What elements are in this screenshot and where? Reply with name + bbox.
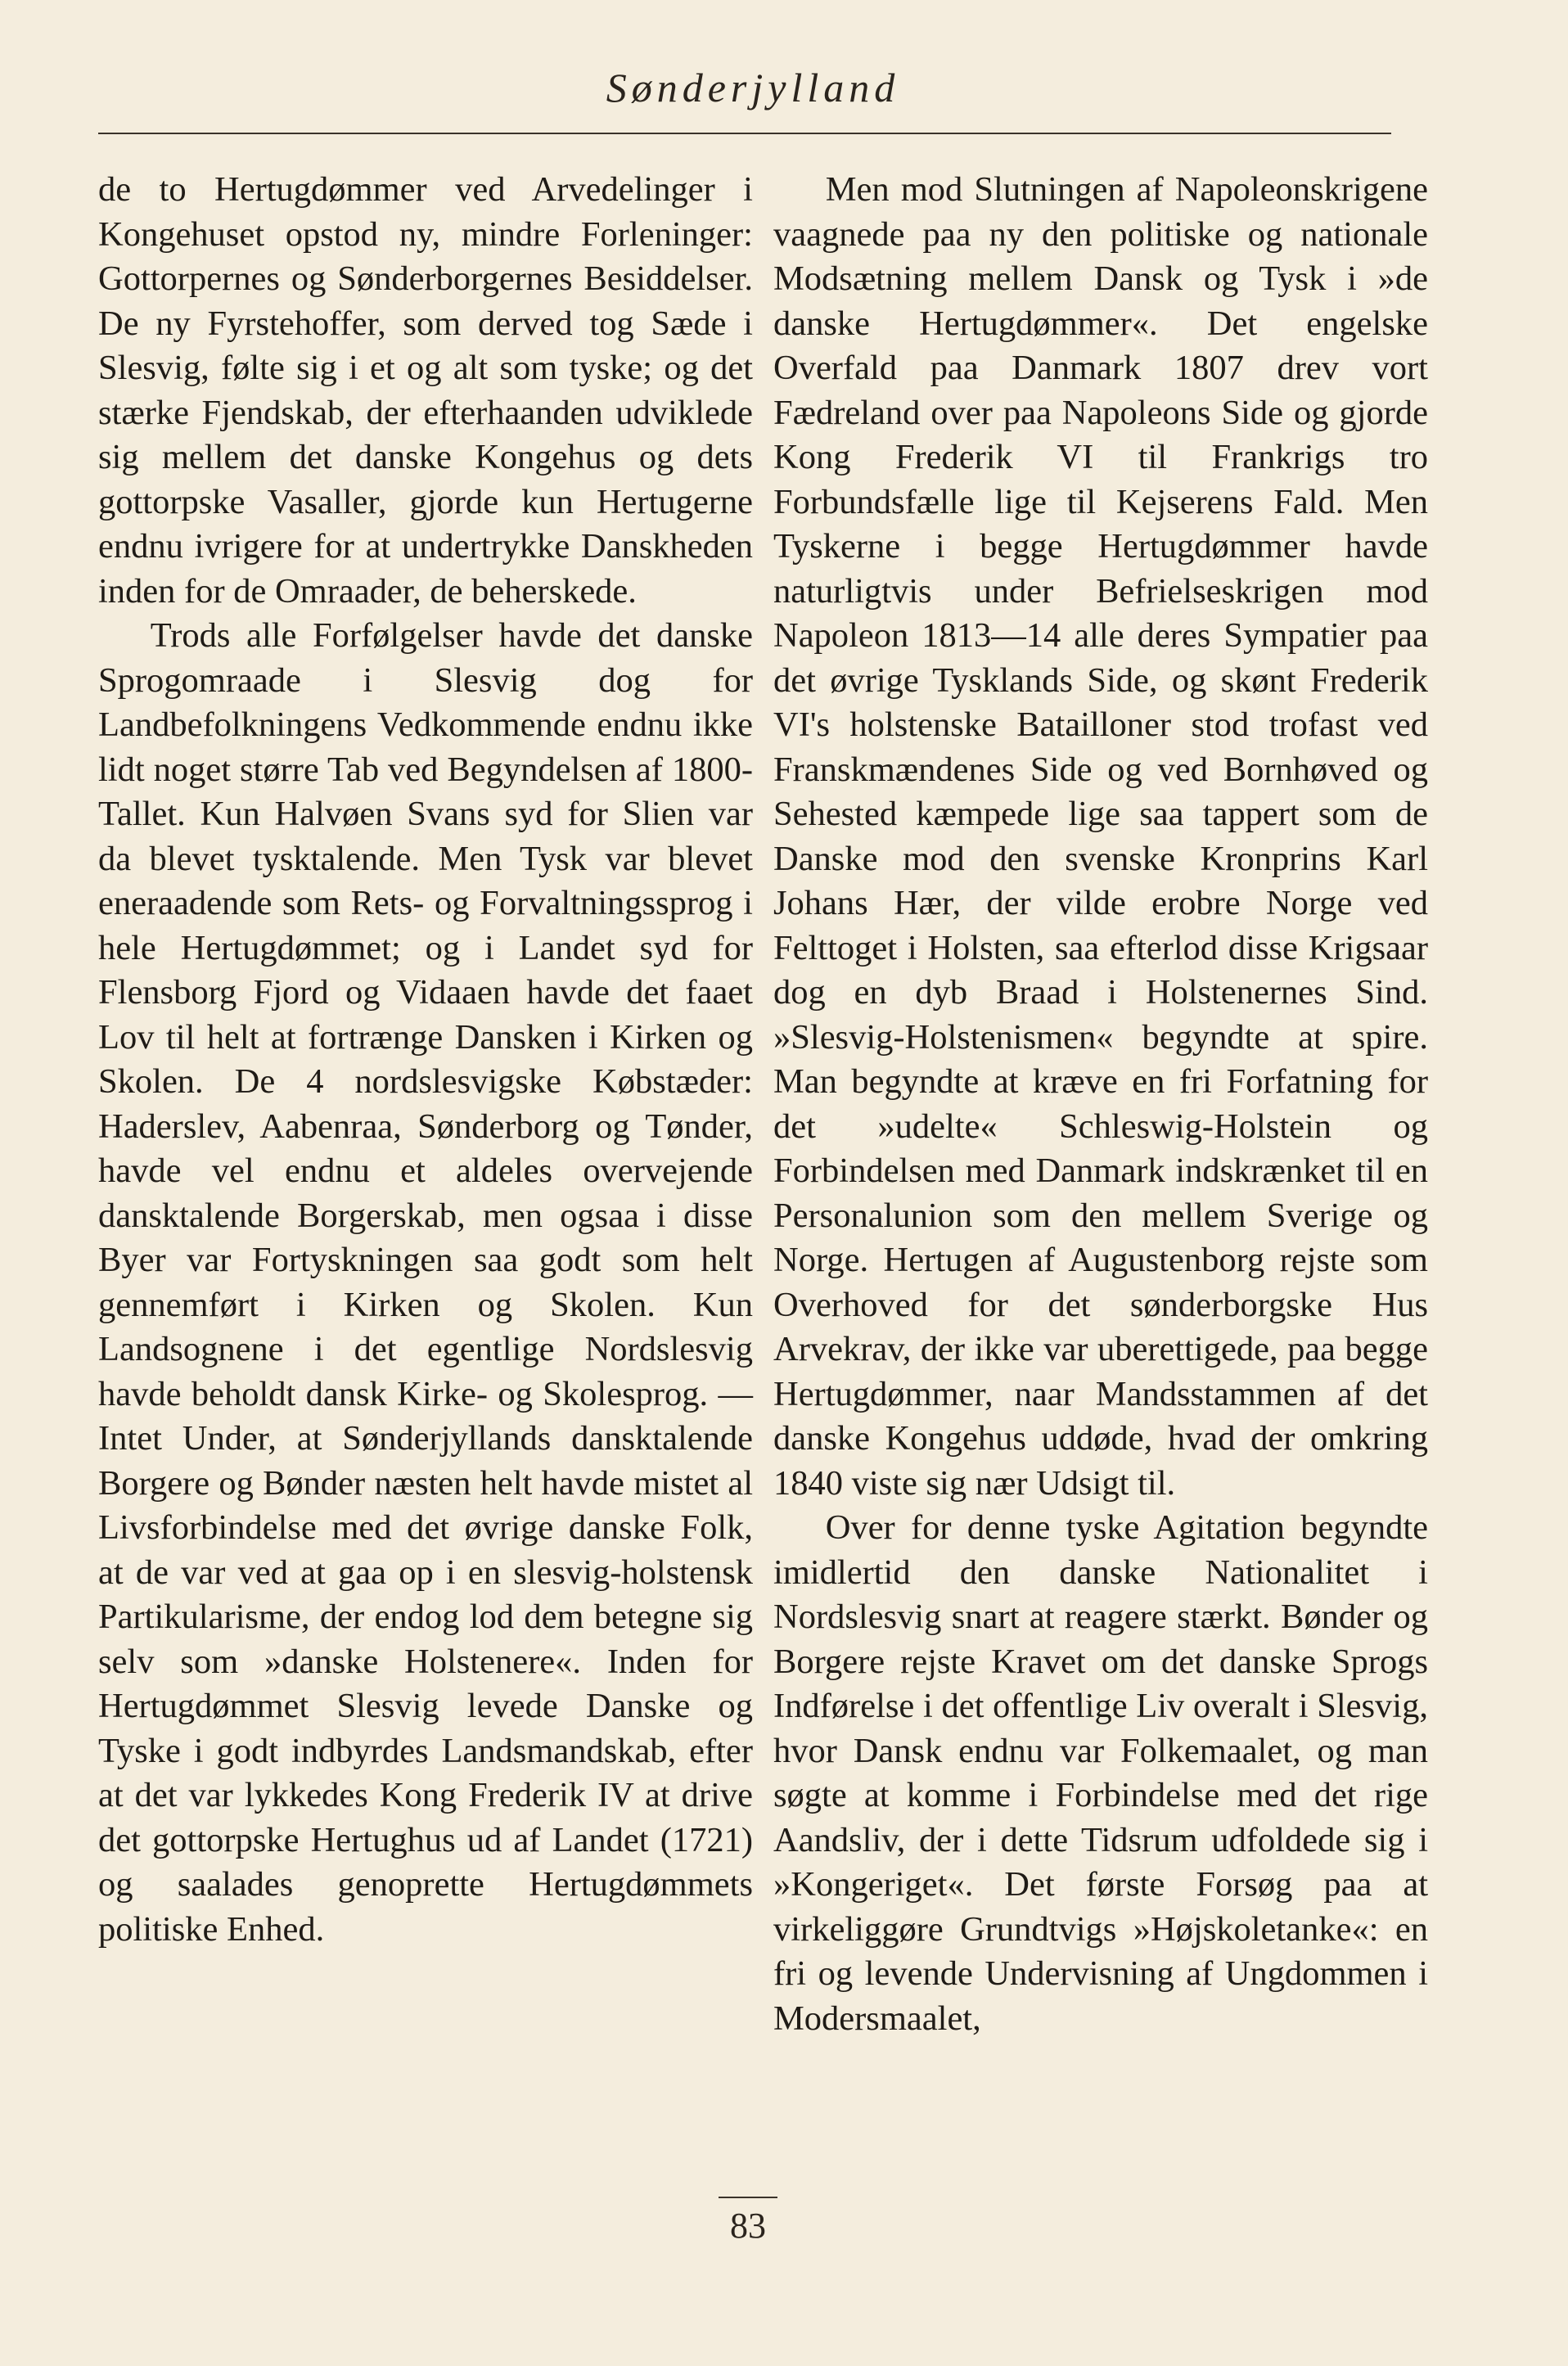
- right-paragraph-2: Over for denne tyske Agitation begyndte imidlertid den danske Nationalitet i Nordslesvig snart at reagere stærkt. Bønder og Borgere rejste Kravet om det danske Sprogs Indførelse i det offentlige Liv overalt i Slesvig, hvor Dansk endnu var Folkemaalet, og man søgte at komme i Forbindelse med det rige Aandsliv, der i dette Tidsrum udfoldede sig i »Kongeriget«. Det første Forsøg paa at virkeliggøre Grundtvigs »Højskoletanke«: en fri og levende Undervisning af Ungdommen i Modersmaalet,: [773, 1508, 1428, 2038]
- left-paragraph-2: Trods alle Forfølgelser havde det danske Sprogomraade i Slesvig dog for Landbefolkningens Vedkommende endnu ikke lidt noget større Tab ved Begyndelsen af 1800-Tallet. Kun Halvøen Svans syd for Slien var da blevet tysktalende. Men Tysk var blevet eneraadende som Rets- og Forvaltningssprog i hele Hertugdømmet; og i Landet syd for Flensborg Fjord og Vidaaen havde det faaet Lov til helt at fortrænge Dansken i Kirken og Skolen. De 4 nordslesvigske Købstæder: Haderslev, Aabenraa, Sønderborg og Tønder, havde vel endnu et aldeles overvejende dansktalende Borgerskab, men ogsaa i disse Byer var Fortyskningen saa godt som helt gennemført i Kirken og Skolen. Kun Landsognene i det egentlige Nordslesvig havde beholdt dansk Kirke- og Skolesprog. — Intet Under, at Sønderjyllands dansktalende Borgere og Bønder næsten helt havde mistet al Livsforbindelse med det øvrige danske Folk, at de var ved at gaa op i en slesvig-holstensk Partikularisme, der endog lod dem betegne sig selv som »danske Holstenere«. Inden for Hertugdømmet Slesvig levede Danske og Tyske i godt indbyrdes Landsmandskab, efter at det var lykkedes Kong Frederik IV at drive det gottorpske Hertughus ud af Landet (1721) og saalades genoprette Hertugdømmets politiske Enhed.: [98, 616, 753, 1949]
- page-number: 83: [730, 2206, 766, 2246]
- right-column: [773, 168, 1428, 2041]
- page-number-rule: [719, 2197, 777, 2198]
- right-paragraph-1: Men mod Slutningen af Napoleonskrigene vaagnede paa ny den politiske og nationale Modsætning mellem Dansk og Tysk i »de danske Hertugdømmer«. Det engelske Overfald paa Danmark 1807 drev vort Fædreland over paa Napoleons Side og gjorde Kong Frederik VI til Frankrigs tro Forbundsfælle lige til Kejserens Fald. Men Tyskerne i begge Hertugdømmer havde naturligtvis under Befrielseskrigen mod Napoleon 1813—14 alle deres Sympatier paa det øvrige Tysklands Side, og skønt Frederik VI's holstenske Batailloner stod trofast ved Franskmændenes Side og ved Bornhøved og Sehested kæmpede lige saa tappert som de Danske mod den svenske Kronprins Karl Johans Hær, der vilde erobre Norge ved Felttoget i Holsten, saa efterlod disse Krigsaar dog en dyb Braad i Holstenernes Sind. »Slesvig-Holstenismen« begyndte at spire. Man begyndte at kræve en fri Forfatning for det »udelte« Schleswig-Holstein og Forbindelsen med Danmark indskrænket til en Personalunion som den mellem Sverige og Norge. Hertugen af Augustenborg rejste som Overhoved for det sønderborgske Hus Arvekrav, der ikke var uberettigede, paa begge Hertugdømmer, naar Mandsstammen af det danske Kongehus uddøde, hvad der omkring 1840 viste sig nær Udsigt til.: [773, 170, 1428, 1503]
- running-title: Sønderjylland: [606, 65, 900, 110]
- left-column: [98, 168, 753, 1952]
- left-paragraph-1: de to Hertugdømmer ved Arvedelinger i Kongehuset opstod ny, mindre Forleninger: Gottorpernes og Sønderborgernes Besiddelser. De ny Fyrstehoffer, som derved tog Sæde i Slesvig, følte sig i et og alt som tyske; og det stærke Fjendskab, der efterhaanden udviklede sig mellem det danske Kongehus og dets gottorpske Vasaller, gjorde kun Hertugerne endnu ivrigere for at undertrykke Danskheden inden for de Omraader, de beherskede.: [98, 170, 753, 611]
- header-rule: [98, 133, 1391, 134]
